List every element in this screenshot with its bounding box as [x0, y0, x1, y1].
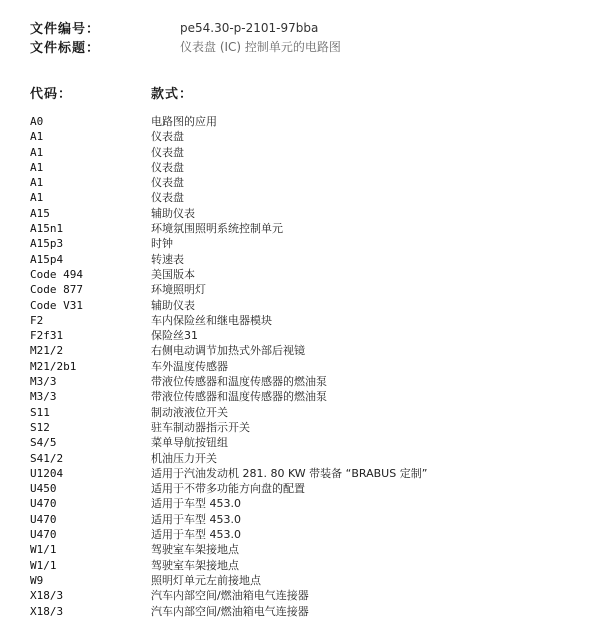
- row-code: U470: [30, 512, 57, 526]
- table-row: [30, 512, 590, 527]
- row-code: W1/1: [30, 543, 57, 557]
- row-code: M21/2b1: [30, 359, 77, 373]
- doc-number-label: 文件编号：: [30, 22, 101, 37]
- table-row: [30, 558, 590, 573]
- row-description: 驻车制动器指示开关: [151, 420, 250, 434]
- row-code: S4/5: [30, 436, 57, 450]
- table-row: [30, 466, 590, 481]
- table-row: [30, 114, 590, 129]
- row-description: 车外温度传感器: [151, 359, 228, 373]
- row-code: W1/1: [30, 558, 57, 572]
- row-description: 照明灯单元左前接地点: [151, 573, 261, 587]
- row-description: 辅助仪表: [151, 298, 195, 312]
- row-description: 环境照明灯: [151, 283, 206, 297]
- row-description: 仪表盘: [151, 176, 184, 190]
- row-description: 转速表: [151, 252, 184, 266]
- doc-number-value: pe54.30-p-2101-97bba: [180, 20, 319, 35]
- row-code: A0: [30, 115, 44, 128]
- table-row: [30, 298, 590, 313]
- style-column-header: 款式：: [151, 86, 194, 102]
- row-description: 菜单导航按钮组: [151, 436, 228, 450]
- row-description: 制动液液位开关: [151, 405, 228, 419]
- doc-title-row: [30, 37, 590, 56]
- row-description: 驾驶室车架接地点: [151, 558, 239, 572]
- row-description: 适用于不带多功能方向盘的配置: [151, 482, 305, 496]
- code-list: [30, 114, 590, 619]
- table-row: [30, 604, 590, 619]
- table-row: [30, 129, 590, 144]
- table-row: [30, 190, 590, 205]
- table-row: [30, 267, 590, 282]
- table-row: [30, 313, 590, 328]
- row-code: A1: [30, 191, 44, 205]
- table-row: [30, 420, 590, 435]
- row-description: 仪表盘: [151, 191, 184, 205]
- table-row: [30, 573, 590, 588]
- row-code: A15p3: [30, 237, 64, 251]
- code-column-header: 代码：: [30, 86, 73, 102]
- table-row: [30, 343, 590, 358]
- row-description: 汽车内部空间/燃油箱电气连接器: [151, 589, 309, 603]
- row-code: M3/3: [30, 390, 57, 404]
- row-code: X18/3: [30, 604, 64, 618]
- row-code: A1: [30, 160, 44, 174]
- table-row: [30, 206, 590, 221]
- row-description: 适用于车型 453.0: [151, 512, 241, 526]
- row-code: A15n1: [30, 222, 64, 236]
- row-code: W9: [30, 573, 44, 587]
- row-code: Code V31: [30, 298, 83, 312]
- doc-number-row: [30, 18, 590, 37]
- doc-title-value: 仪表盘 (IC) 控制单元的电路图: [180, 40, 341, 54]
- row-code: U470: [30, 528, 57, 542]
- table-row: [30, 481, 590, 496]
- row-description: 适用于车型 453.0: [151, 497, 241, 511]
- row-code: Code 494: [30, 267, 83, 281]
- doc-title-label: 文件标题：: [30, 41, 101, 56]
- table-row: [30, 252, 590, 267]
- row-description: 仪表盘: [151, 160, 184, 174]
- row-code: A1: [30, 176, 44, 190]
- table-row: [30, 359, 590, 374]
- table-row: [30, 328, 590, 343]
- table-row: [30, 389, 590, 404]
- row-description: 仪表盘: [151, 130, 184, 144]
- row-code: S11: [30, 405, 50, 419]
- row-description: 仪表盘: [151, 145, 184, 159]
- row-description: 适用于车型 453.0: [151, 528, 241, 542]
- row-code: M3/3: [30, 375, 57, 389]
- row-description: 车内保险丝和继电器模块: [151, 313, 272, 327]
- table-row: [30, 527, 590, 542]
- table-row: [30, 496, 590, 511]
- row-description: 适用于汽油发动机 281. 80 KW 带装备 “BRABUS 定制”: [151, 466, 428, 480]
- row-code: X18/3: [30, 589, 64, 603]
- row-code: F2: [30, 313, 44, 327]
- row-description: 右侧电动调节加热式外部后视镜: [151, 344, 305, 358]
- row-code: U470: [30, 497, 57, 511]
- row-code: A15p4: [30, 252, 64, 266]
- row-code: S41/2: [30, 451, 64, 465]
- row-description: 保险丝31: [151, 329, 198, 343]
- row-code: A15: [30, 206, 50, 220]
- row-code: A1: [30, 130, 44, 144]
- table-row: [30, 435, 590, 450]
- table-row: [30, 542, 590, 557]
- row-description: 电路图的应用: [151, 115, 217, 128]
- row-description: 美国版本: [151, 267, 195, 281]
- table-header: [30, 82, 590, 102]
- row-description: 时钟: [151, 237, 173, 251]
- row-description: 带液位传感器和温度传感器的燃油泵: [151, 375, 327, 389]
- row-description: 带液位传感器和温度传感器的燃油泵: [151, 390, 327, 404]
- row-description: 驾驶室车架接地点: [151, 543, 239, 557]
- table-row: [30, 160, 590, 175]
- row-code: M21/2: [30, 344, 64, 358]
- table-row: [30, 236, 590, 251]
- row-description: 辅助仪表: [151, 206, 195, 220]
- table-row: [30, 282, 590, 297]
- table-row: [30, 451, 590, 466]
- table-row: [30, 374, 590, 389]
- table-row: [30, 221, 590, 236]
- table-row: [30, 405, 590, 420]
- row-code: A1: [30, 145, 44, 159]
- document: [30, 18, 590, 619]
- row-description: 汽车内部空间/燃油箱电气连接器: [151, 604, 309, 618]
- table-row: [30, 145, 590, 160]
- row-code: U1204: [30, 466, 64, 480]
- table-row: [30, 175, 590, 190]
- row-description: 机油压力开关: [151, 451, 217, 465]
- row-code: S12: [30, 420, 50, 434]
- row-code: U450: [30, 482, 57, 496]
- row-description: 环境氛围照明系统控制单元: [151, 222, 283, 236]
- row-code: Code 877: [30, 283, 83, 297]
- table-row: [30, 588, 590, 603]
- row-code: F2f31: [30, 329, 64, 343]
